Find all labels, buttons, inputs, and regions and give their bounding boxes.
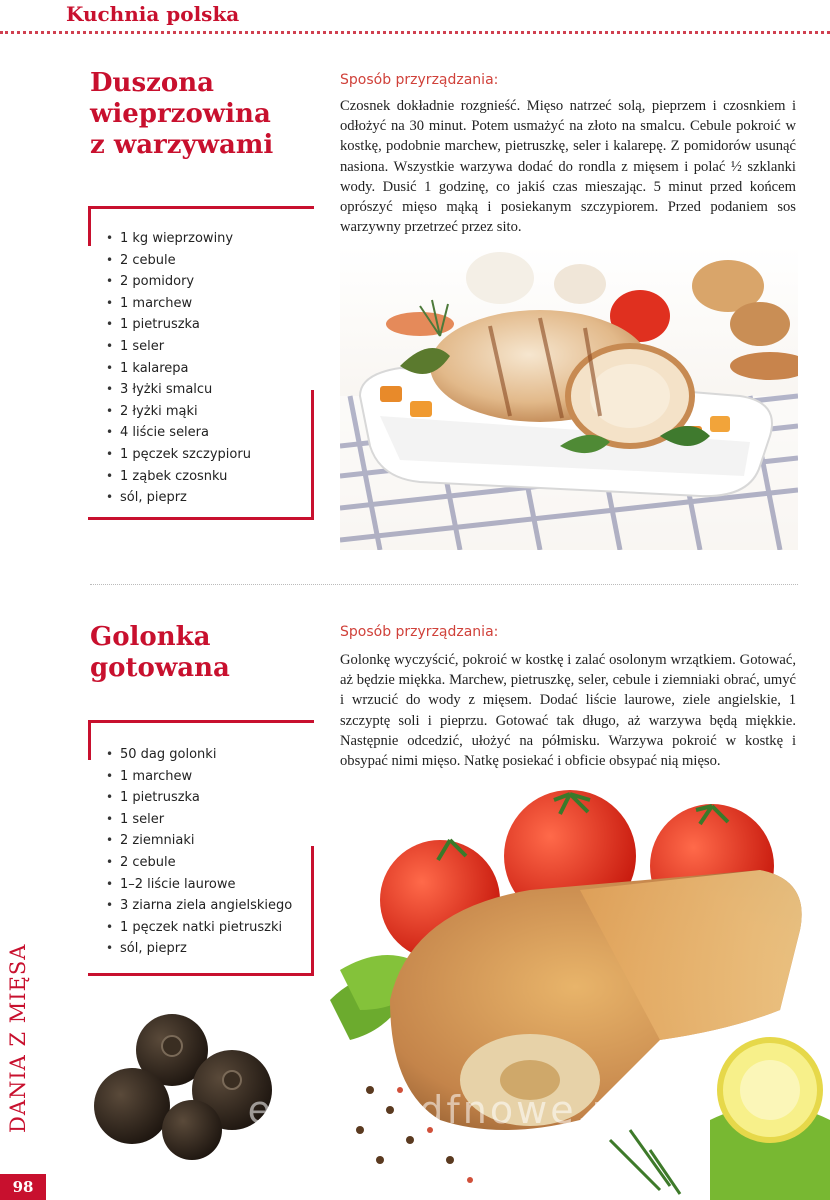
ingredient-item: • 1 seler [106,336,251,358]
ingredient-item: • 1 pęczek natki pietruszki [106,917,292,939]
ingredient-item: • 1 pęczek szczypioru [106,444,251,466]
ingredient-item: • 1 marchew [106,766,292,788]
frame-top-line [88,206,314,209]
ingredient-item: • 1 pietruszka [106,314,251,336]
header-dotted-rule [0,31,830,34]
frame-left-line [88,720,91,760]
ingredient-item: • 1 pietruszka [106,787,292,809]
allspice-illustration [92,1010,292,1160]
allspice-photo [92,1010,292,1160]
frame-top-line [88,720,314,723]
method-label: Sposób przyrządzania: [340,72,499,88]
frame-right-line [311,390,314,520]
recipe-title-line: z warzywami [90,130,274,160]
ingredients-list [106,744,292,960]
ingredient-item: • sól, pieprz [106,487,251,509]
frame-bottom-line [88,973,314,976]
recipe-title-golonka [90,622,230,684]
section-divider [90,584,798,585]
pork-knuckle-illustration [330,790,830,1200]
page-number: 98 [0,1174,46,1200]
ingredient-item: • 1 seler [106,809,292,831]
frame-right-line [311,846,314,976]
ingredient-item: • 2 cebule [106,250,251,272]
ingredient-item: • 2 ziemniaki [106,830,292,852]
ingredient-item: • 1 kalarepa [106,358,251,380]
ingredient-item: • 2 pomidory [106,271,251,293]
watermark: ebookipdfnowe.pl [247,1088,633,1132]
ingredient-item: • 3 łyżki smalcu [106,379,251,401]
recipe-title-line: gotowana [90,653,230,683]
frame-bottom-line [88,517,314,520]
ingredient-item: • 2 łyżki mąki [106,401,251,423]
recipe-title-line: Golonka [90,622,211,652]
ingredient-item: • sól, pieprz [106,938,292,960]
ingredient-item: • 1–2 liście laurowe [106,874,292,896]
book-title: Kuchnia polska [66,2,240,26]
recipe-title-duszona [90,68,273,161]
method-label: Sposób przyrządzania: [340,624,499,640]
ingredient-item: • 2 cebule [106,852,292,874]
ingredients-list [106,228,251,509]
recipe-title-line: wieprzowina [90,99,271,129]
running-header [0,0,830,34]
frame-left-line [88,206,91,246]
method-text: Czosnek dokładnie rozgnieść. Mięso natrzeć solą, pieprzem i czosnkiem i odłożyć na 30 minut. Potem usmażyć na złoto na smalcu. Cebule pokroić w kostkę, podobnie marchew, pietruszkę, seler i kalarepę. Z pomidorów usunąć nasiona. Wszystkie warzywa dodać do rondla z mięsem i polać ½ szklanki wody. Dusić 1 godzinę, co jakiś czas mieszając. 5 minut przed końcem oprószyć mięso mąką i posiekanym szczypiorem. Przed podaniem sos warzywny przetrzeć przez sito. [340,98,796,236]
pork-knuckle-photo [330,790,830,1200]
ingredient-item: • 50 dag golonki [106,744,292,766]
section-side-label: DANIA Z MIĘSA [6,944,30,1134]
ingredient-item: • 1 ząbek czosnku [106,466,251,488]
pork-dish-photo [340,246,798,550]
recipe-title-line: Duszona [90,68,214,98]
ingredient-item: • 1 marchew [106,293,251,315]
pork-dish-illustration [340,246,798,550]
method-text: Golonkę wyczyścić, pokroić w kostkę i zalać osolonym wrzątkiem. Gotować, aż będzie miękka. Marchew, pietruszkę, seler, cebule i ziemniaki obrać, umyć i wrzucić do wody z mięsem. Dodać liście laurowe, ziele angielskie, 1 szczyptę soli i pieprzu. Gotować tak długo, aż warzywa będą miękkie. Następnie odcedzić, ułożyć na półmisku. Warzywa pokroić w kostkę i obsypać nimi mięso. Natkę posiekać i obficie obsypać nią mięso. [340,652,796,770]
ingredient-item: • 3 ziarna ziela angielskiego [106,895,292,917]
ingredient-item: • 4 liście selera [106,422,251,444]
ingredient-item: • 1 kg wieprzowiny [106,228,251,250]
